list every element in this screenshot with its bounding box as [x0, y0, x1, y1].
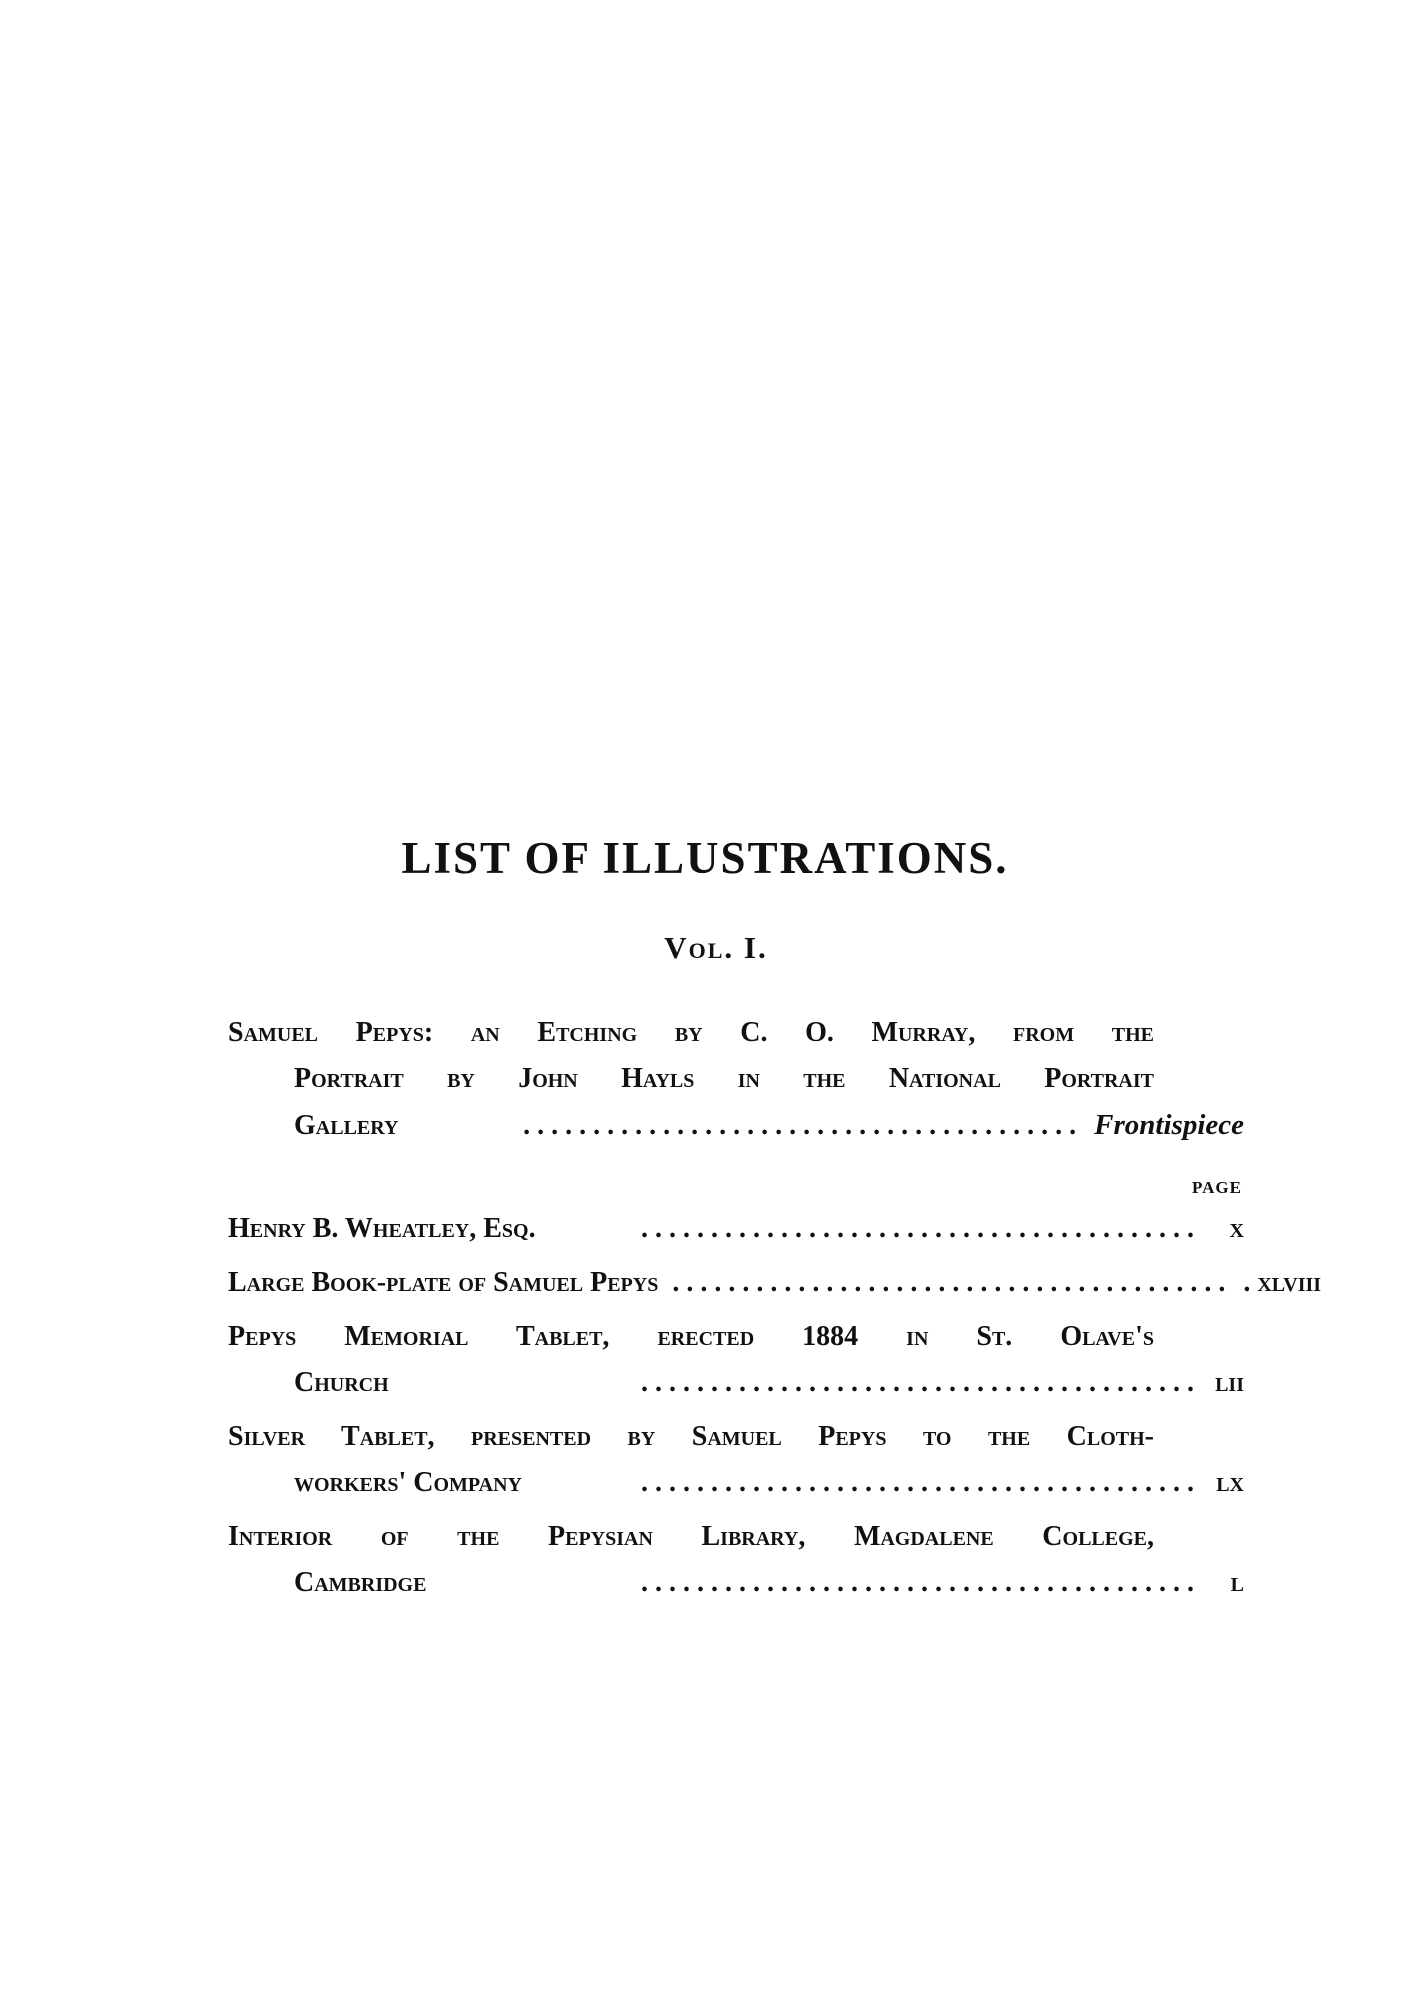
list-item: [228, 1314, 1244, 1406]
dot-leader: . . . . . . . . . . . . . . . . . . . . . . . . . . . . . . . . . . . . . . . .: [523, 1110, 1077, 1141]
entry-text-line: Samuel Pepys: an Etching by C. O. Murray, from the: [228, 1017, 1154, 1048]
entry-text: Church: [294, 1367, 389, 1398]
list-item: [228, 1206, 1244, 1252]
entry-last-line: [228, 1260, 1322, 1306]
page-reference: . xlviii: [1243, 1267, 1322, 1298]
entry-text-line: Pepys Memorial Tablet, erected 1884 in St. Olave's: [228, 1321, 1154, 1352]
list-item: [228, 1514, 1244, 1606]
entry-text: workers' Company: [294, 1467, 522, 1498]
page-column-header: PAGE: [1192, 1178, 1242, 1197]
entry-text: Henry B. Wheatley, Esq.: [228, 1213, 536, 1244]
dot-leader: . . . . . . . . . . . . . . . . . . . . . . . . . . . . . . . . . . . . . . . .: [641, 1567, 1194, 1598]
dot-leader: . . . . . . . . . . . . . . . . . . . . . . . . . . . . . . . . . . . . . . . .: [672, 1267, 1226, 1298]
page-reference: x: [1229, 1213, 1244, 1244]
entry-last-line: [228, 1560, 1244, 1606]
entry-last-line: [228, 1460, 1244, 1506]
dot-leader: . . . . . . . . . . . . . . . . . . . . . . . . . . . . . . . . . . . . . . . .: [641, 1213, 1194, 1244]
entry-last-line: [228, 1360, 1244, 1406]
entry-text-line: Silver Tablet, presented by Samuel Pepys to the Cloth-: [228, 1421, 1154, 1452]
page-reference: Frontispiece: [1094, 1109, 1244, 1141]
entry-text: Gallery: [294, 1110, 399, 1141]
illustrations-list: [228, 1010, 1322, 1606]
entry-last-line: [228, 1102, 1244, 1148]
entry-text: Large Book-plate of Samuel Pepys: [228, 1267, 659, 1298]
list-item: [228, 1260, 1322, 1306]
volume-heading: Vol. I.: [664, 930, 768, 965]
entry-text-line: Interior of the Pepysian Library, Magdalene College,: [228, 1521, 1154, 1552]
list-item: [228, 1414, 1244, 1506]
page-reference: lii: [1215, 1367, 1244, 1398]
entry-last-line: [228, 1206, 1244, 1252]
page-reference: l: [1230, 1567, 1244, 1598]
dot-leader: . . . . . . . . . . . . . . . . . . . . . . . . . . . . . . . . . . . . . . . .: [641, 1367, 1194, 1398]
entry-text: Cambridge: [294, 1567, 427, 1598]
dot-leader: . . . . . . . . . . . . . . . . . . . . . . . . . . . . . . . . . . . . . . . .: [641, 1467, 1194, 1498]
entry-text-line: Portrait by John Hayls in the National Portrait: [294, 1063, 1154, 1094]
page-title: LIST OF ILLUSTRATIONS.: [401, 833, 1009, 883]
page-reference: lx: [1216, 1467, 1244, 1498]
list-item: [228, 1010, 1244, 1148]
